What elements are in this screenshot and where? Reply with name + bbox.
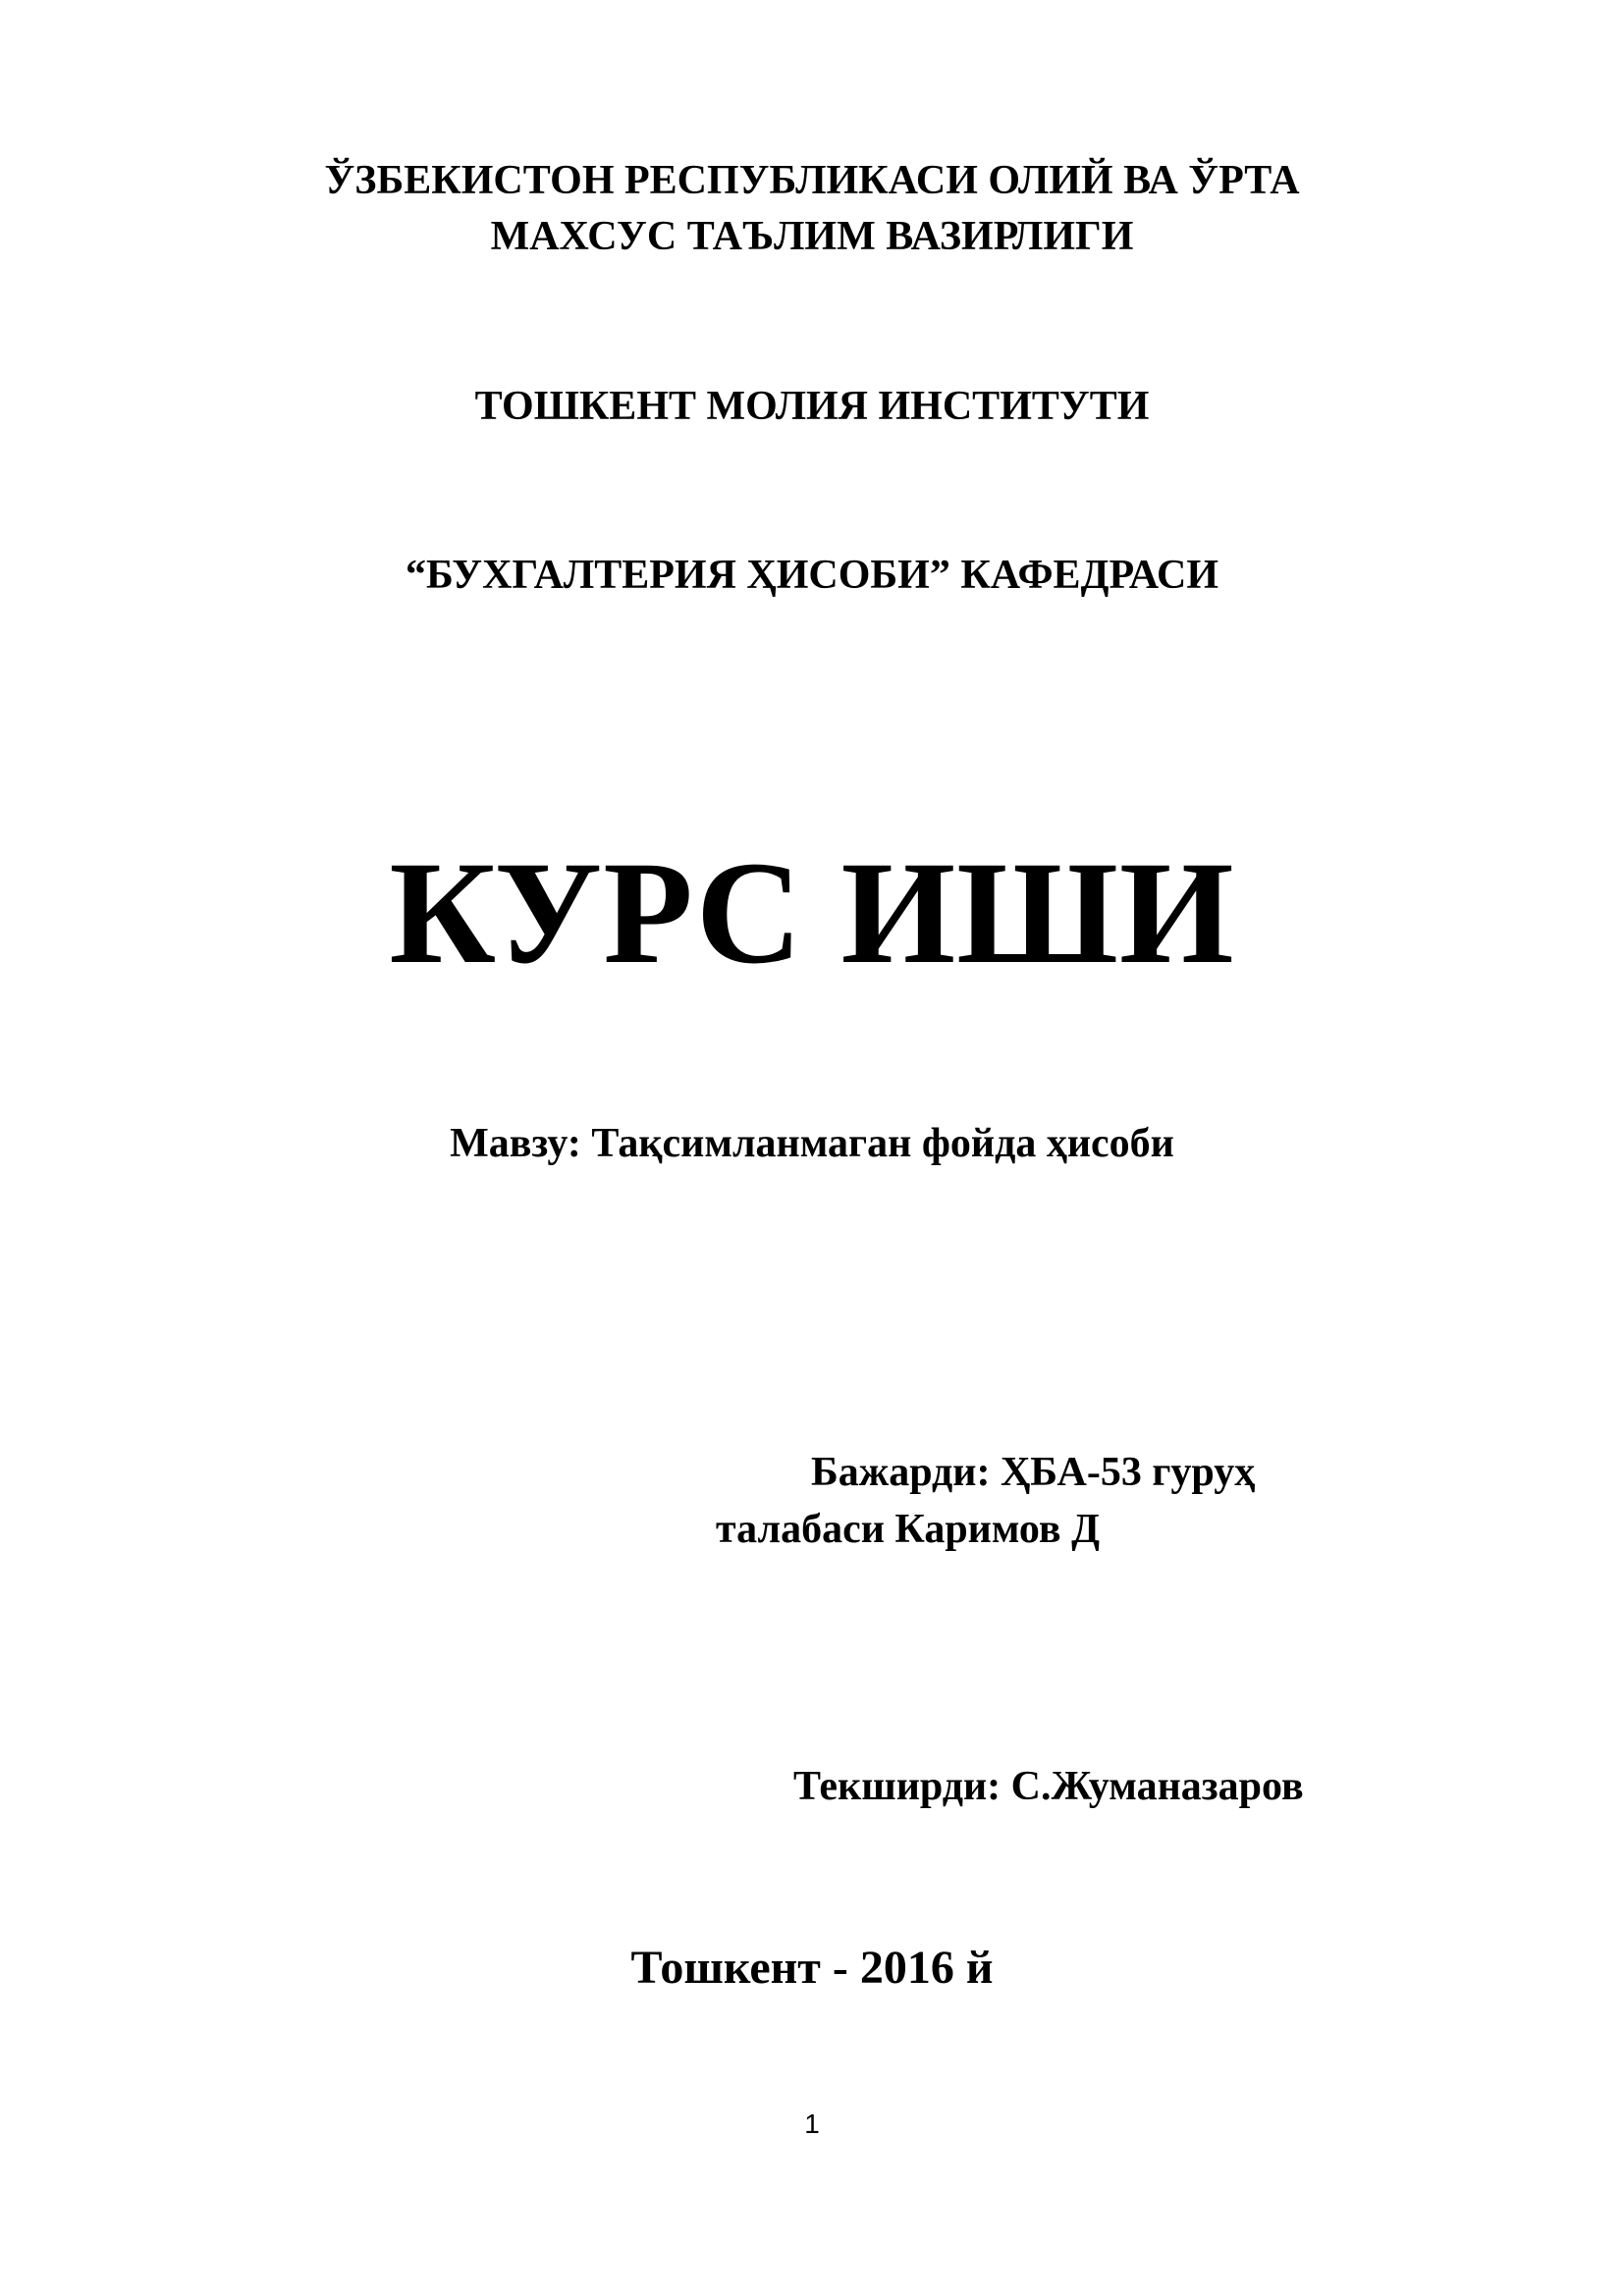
- document-title: КУРС ИШИ: [389, 831, 1235, 994]
- topic-line: Мавзу: Тақсимланмаган фойда ҳисоби: [450, 1121, 1174, 1166]
- page-number: 1: [804, 2109, 820, 2139]
- ministry-line-1: ЎЗБЕКИСТОН РЕСПУБЛИКАСИ ОЛИЙ ВА ЎРТА: [324, 158, 1300, 203]
- ministry-line-2: МАХСУС ТАЪЛИМ ВАЗИРЛИГИ: [490, 214, 1134, 259]
- performed-by-line-1: Бажарди: ҲБА-53 гуруҳ: [811, 1450, 1256, 1495]
- institute-name: ТОШКЕНТ МОЛИЯ ИНСТИТУТИ: [474, 384, 1150, 429]
- performed-by-line-2: талабаси Каримов Д: [716, 1507, 1100, 1552]
- department-name: “БУХГАЛТЕРИЯ ҲИСОБИ” КАФЕДРАСИ: [406, 553, 1218, 598]
- city-year: Тошкент - 2016 й: [630, 1942, 994, 1994]
- checked-by-line: Текширди: С.Жуманазаров: [793, 1764, 1304, 1809]
